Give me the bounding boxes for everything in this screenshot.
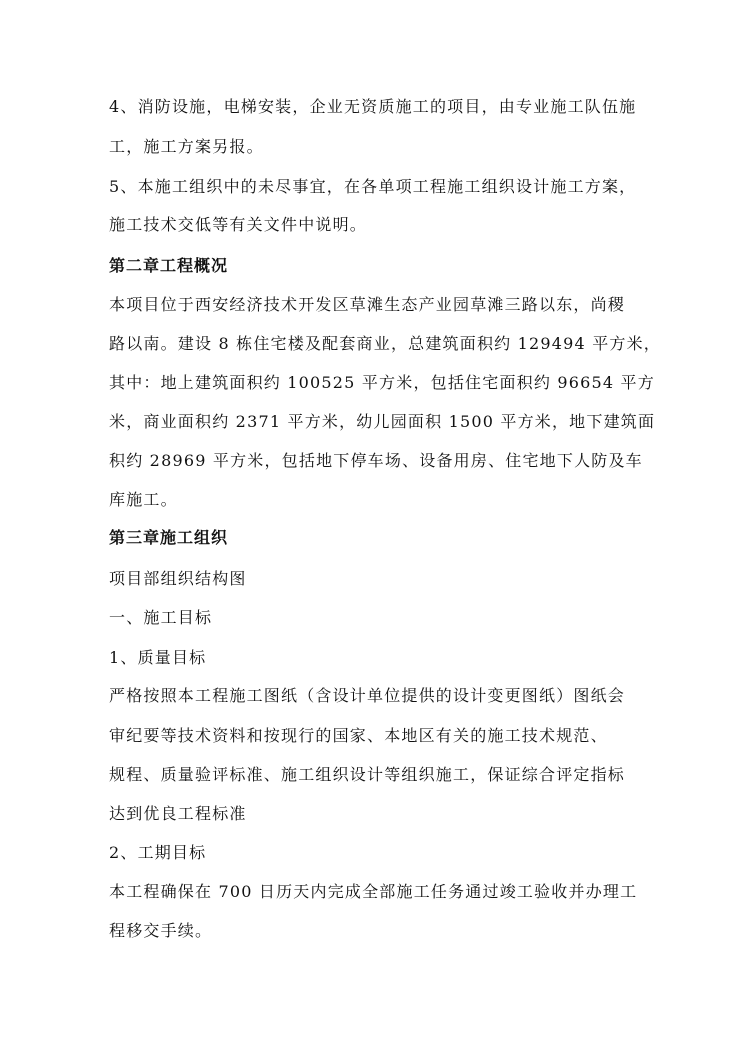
paragraph-line: 5、本施工组织中的未尽事宜，在各单项工程施工组织设计施工方案， xyxy=(109,177,637,196)
paragraph-line: 积约 28969 平方米，包括地下停车场、设备用房、住宅地下人防及车 xyxy=(109,451,643,470)
section-heading: 一、施工目标 xyxy=(109,608,213,627)
chapter-heading: 第三章施工组织 xyxy=(109,528,229,547)
paragraph-line: 其中：地上建筑面积约 100525 平方米，包括住宅面积约 96654 平方 xyxy=(109,373,655,392)
chapter-heading: 第二章工程概况 xyxy=(109,256,229,275)
paragraph-line: 路以南。建设 8 栋住宅楼及配套商业，总建筑面积约 129494 平方米， xyxy=(109,334,662,353)
paragraph-line: 规程、质量验评标准、施工组织设计等组织施工，保证综合评定指标 xyxy=(109,765,626,784)
subsection-heading: 1、质量目标 xyxy=(109,648,207,667)
paragraph-line: 米，商业面积约 2371 平方米，幼儿园面积 1500 平方米，地下建筑面 xyxy=(109,412,656,431)
paragraph-line: 工，施工方案另报。 xyxy=(109,137,264,156)
paragraph-line: 库施工。 xyxy=(109,490,178,509)
paragraph-line: 本工程确保在 700 日历天内完成全部施工任务通过竣工验收并办理工 xyxy=(109,882,638,901)
paragraph-line: 本项目位于西安经济技术开发区草滩生态产业园草滩三路以东，尚稷 xyxy=(109,295,626,314)
paragraph-line: 项目部组织结构图 xyxy=(109,569,247,588)
paragraph-line: 施工技术交低等有关文件中说明。 xyxy=(109,215,368,234)
paragraph-line: 程移交手续。 xyxy=(109,921,213,940)
paragraph-line: 4、消防设施，电梯安装，企业无资质施工的项目，由专业施工队伍施 xyxy=(109,97,637,116)
paragraph-line: 严格按照本工程施工图纸（含设计单位提供的设计变更图纸）图纸会 xyxy=(109,686,626,705)
paragraph-line: 审纪要等技术资料和按现行的国家、本地区有关的施工技术规范、 xyxy=(109,726,608,745)
subsection-heading: 2、工期目标 xyxy=(109,843,207,862)
paragraph-line: 达到优良工程标准 xyxy=(109,804,247,823)
